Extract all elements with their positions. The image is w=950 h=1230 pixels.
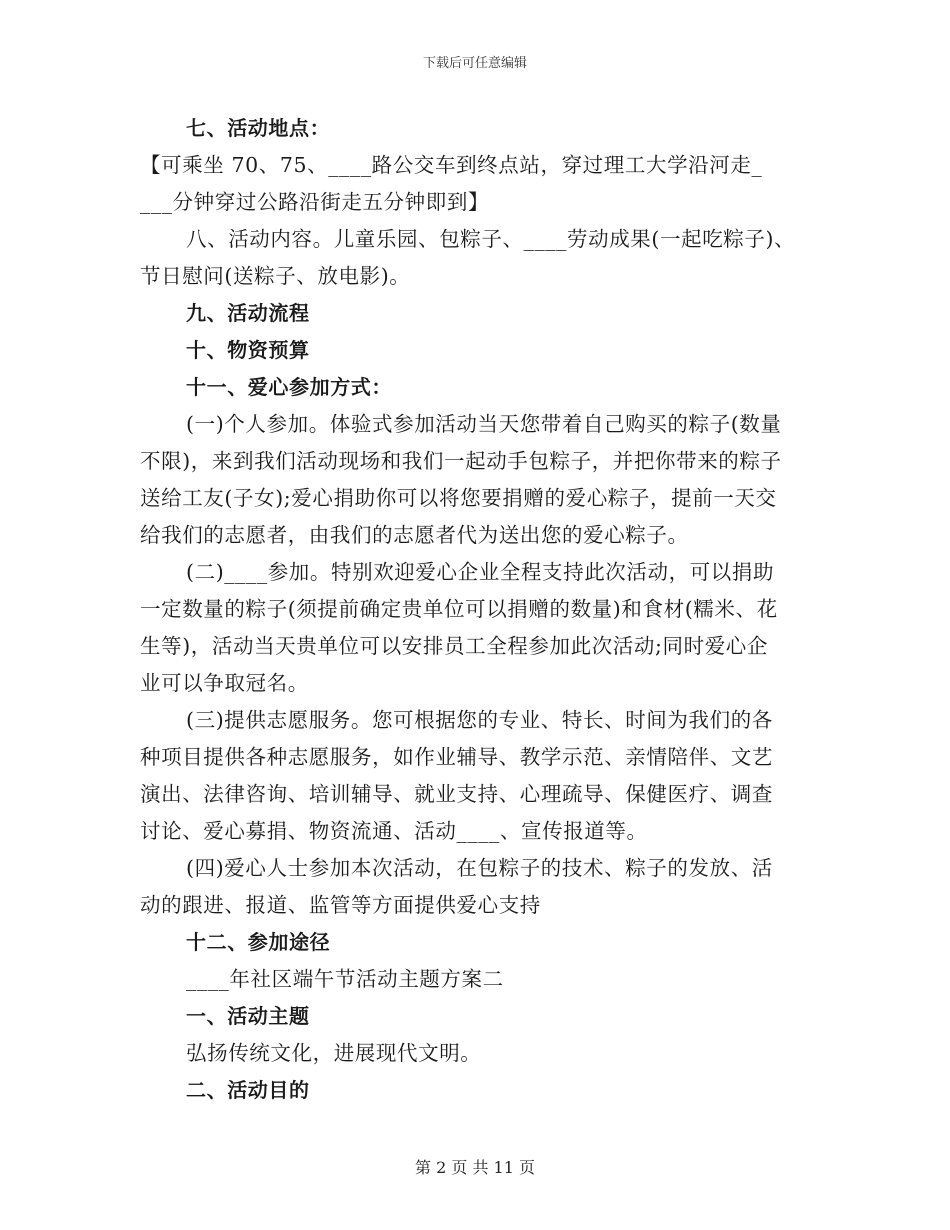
- paragraph-line: (二)____参加。特别欢迎爱心企业全程支持此次活动，可以捐助: [186, 560, 775, 584]
- paragraph-line: 送给工友(子女);爱心捐助你可以将您要捐赠的爱心粽子，提前一天交: [140, 486, 777, 510]
- paragraph-line: 给我们的志愿者，由我们的志愿者代为送出您的爱心粽子。: [140, 523, 689, 547]
- paragraph-line: (三)提供志愿服务。您可根据您的专业、特长、时间为我们的各: [186, 708, 773, 732]
- paragraph-line: 演出、法律咨询、培训辅导、就业支持、心理疏导、保健医疗、调查: [140, 782, 773, 806]
- paragraph-line: 弘扬传统文化，进展现代文明。: [186, 1041, 482, 1065]
- paragraph-line: 生等)，活动当天贵单位可以安排员工全程参加此次活动;同时爱心企: [140, 634, 769, 658]
- paragraph-line: 讨论、爱心募捐、物资流通、活动____、宣传报道等。: [140, 819, 648, 843]
- heading-theme: 一、活动主题: [186, 1004, 310, 1028]
- page-footer: 第 2 页 共 11 页: [415, 1158, 535, 1177]
- paragraph-line: 一定数量的粽子(须提前确定贵单位可以捐赠的数量)和食材(糯米、花: [140, 597, 778, 621]
- document-body: [140, 110, 812, 1109]
- paragraph-line: 动的跟进、报道、监管等方面提供爱心支持: [140, 893, 541, 917]
- section-title-plan-two: ____年社区端午节活动主题方案二: [186, 967, 504, 991]
- heading-11: 十一、爱心参加方式：: [186, 375, 392, 399]
- paragraph-line: (一)个人参加。体验式参加活动当天您带着自己购买的粽子(数量: [186, 412, 782, 436]
- heading-9: 九、活动流程: [186, 301, 310, 325]
- heading-10: 十、物资预算: [186, 338, 310, 362]
- heading-purpose: 二、活动目的: [186, 1078, 310, 1102]
- paragraph-line: 业可以争取冠名。: [140, 671, 309, 695]
- paragraph-line: 八、活动内容。儿童乐园、包粽子、____劳动成果(一起吃粽子)、: [186, 227, 796, 251]
- page-header: 下载后可任意编辑: [422, 56, 527, 71]
- heading-7: 七、活动地点：: [186, 116, 331, 140]
- paragraph-line: 节日慰问(送粽子、放电影)。: [140, 264, 411, 288]
- paragraph-line: 种项目提供各种志愿服务，如作业辅导、教学示范、亲情陪伴、文艺: [140, 745, 773, 769]
- heading-12: 十二、参加途径: [186, 930, 331, 954]
- paragraph-line: 不限)，来到我们活动现场和我们一起动手包粽子，并把你带来的粽子: [140, 449, 782, 473]
- paragraph-line: (四)爱心人士参加本次活动，在包粽子的技术、粽子的发放、活: [186, 856, 773, 880]
- paragraph-line: 【可乘坐 70、75、____路公交车到终点站，穿过理工大学沿河走_: [140, 153, 763, 177]
- paragraph-line: ___分钟穿过公路沿街走五分钟即到】: [140, 190, 490, 214]
